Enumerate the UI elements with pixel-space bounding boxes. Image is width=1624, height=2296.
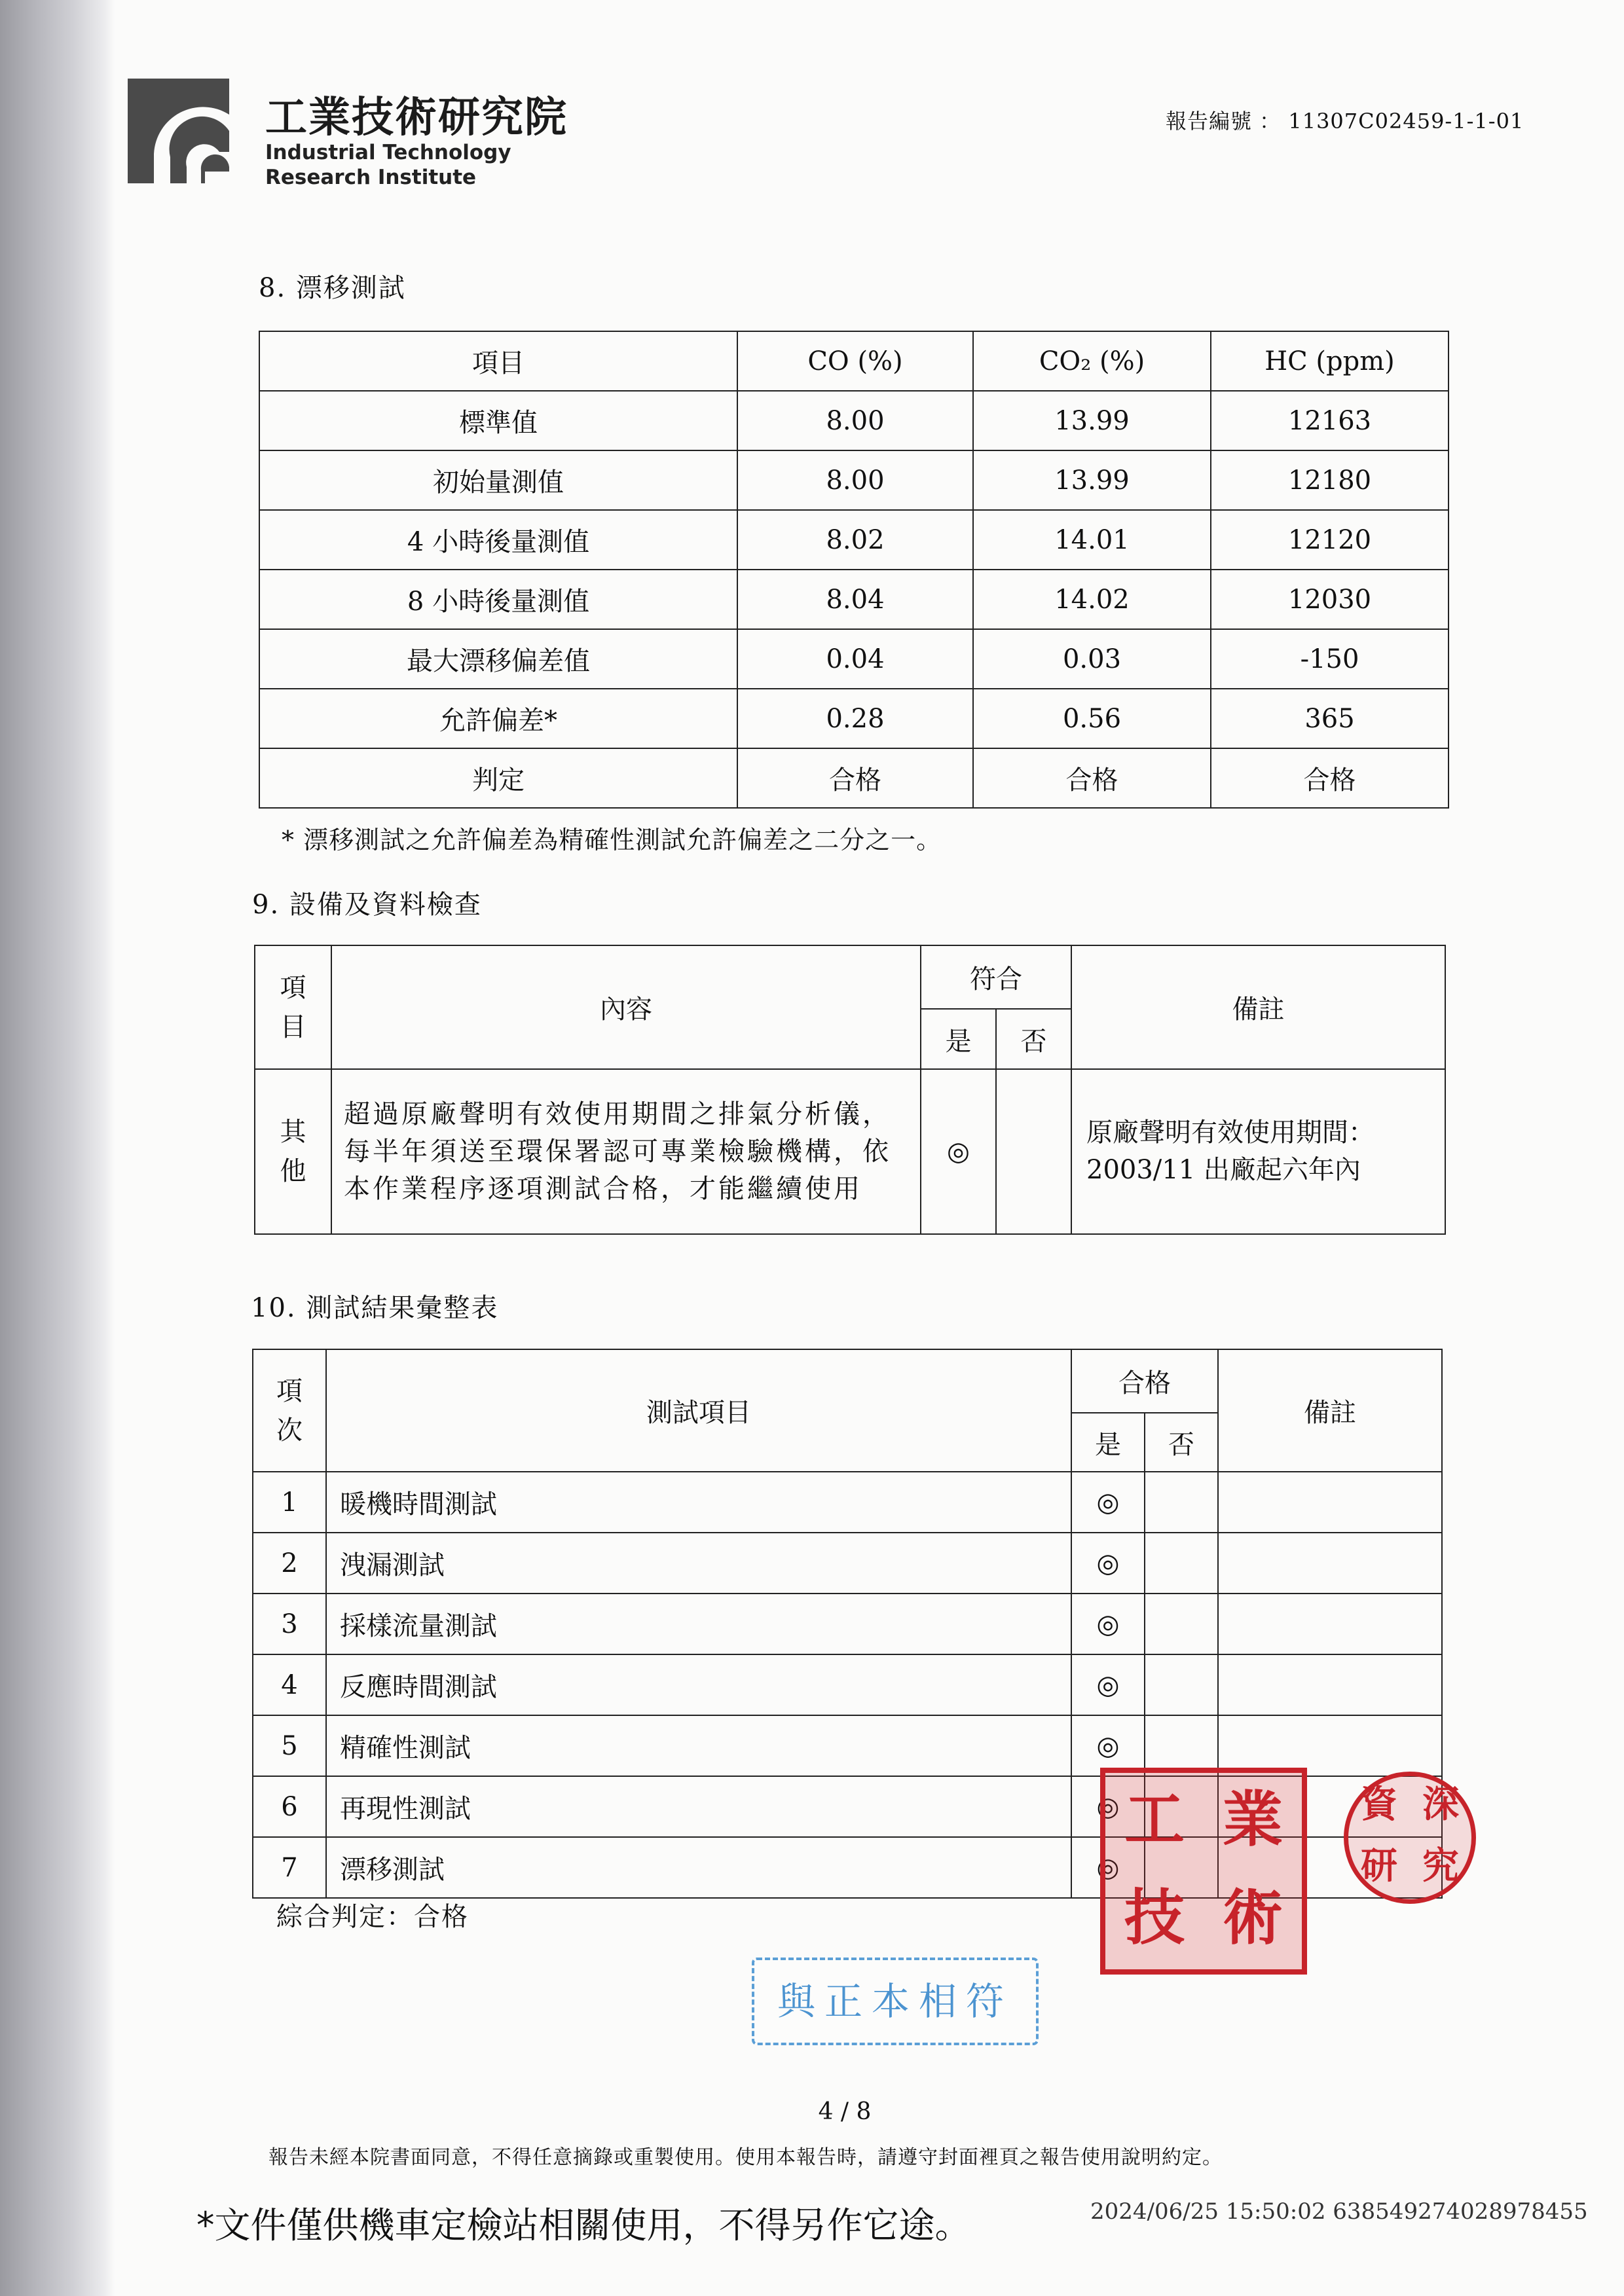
table-cell: 12120 <box>1211 510 1449 570</box>
table-cell: 4 小時後量測值 <box>259 510 737 570</box>
row-yes-mark: ◎ <box>1071 1776 1145 1837</box>
row-remark: 原廠聲明有效使用期間：2003/11 出廠起六年內 <box>1071 1069 1445 1234</box>
certified-copy-stamp: 與正本相符 <box>752 1958 1039 2045</box>
row-remark <box>1218 1472 1442 1533</box>
section-8-title: 8. 漂移測試 <box>259 273 406 303</box>
col-header-content: 內容 <box>331 945 921 1069</box>
org-name-en <box>265 140 511 190</box>
col-header-item: 測試項目 <box>326 1349 1071 1472</box>
row-item: 暖機時間測試 <box>326 1472 1071 1533</box>
row-index: 2 <box>253 1533 326 1594</box>
row-index: 7 <box>253 1837 326 1898</box>
table-cell: 0.28 <box>737 689 973 748</box>
table-row <box>253 1654 1442 1715</box>
row-remark <box>1218 1594 1442 1654</box>
table-row <box>255 1069 1445 1234</box>
seal-char: 技 <box>1124 1882 1185 1953</box>
table-header-row <box>259 331 1449 391</box>
row-item: 採樣流量測試 <box>326 1594 1071 1654</box>
col-header-yes: 是 <box>1071 1413 1145 1472</box>
table-cell: 13.99 <box>973 450 1211 510</box>
table-cell: 8 小時後量測值 <box>259 570 737 629</box>
table-cell: 初始量測值 <box>259 450 737 510</box>
print-timestamp: 2024/06/25 15:50:02 638549274028978455 <box>1090 2198 1588 2225</box>
org-name-zh: 工業技術研究院 <box>265 94 568 142</box>
org-name-en-line1: Industrial Technology <box>265 141 511 164</box>
footer-disclaimer: 報告未經本院書面同意，不得任意摘錄或重製使用。使用本報告時，請遵守封面裡頁之報告使用說明約定。 <box>268 2146 1223 2169</box>
row-remark <box>1218 1654 1442 1715</box>
row-content: 超過原廠聲明有效使用期間之排氣分析儀，每半年須送至環保署認可專業檢驗機構，依本作業程序逐項測試合格，才能繼續使用 <box>331 1069 921 1234</box>
col-header: CO (%) <box>737 331 973 391</box>
table-cell: -150 <box>1211 629 1449 689</box>
row-yes-mark: ◎ <box>1071 1715 1145 1776</box>
table-row <box>253 1472 1442 1533</box>
row-no-mark <box>1145 1654 1218 1715</box>
drift-footnote: * 漂移測試之允許偏差為精確性測試允許偏差之二分之一。 <box>282 826 942 854</box>
seal-char: 工 <box>1124 1784 1185 1855</box>
table-cell: 8.00 <box>737 450 973 510</box>
col-header-conform: 符合 <box>921 945 1071 1009</box>
itri-logo-icon <box>128 79 229 183</box>
table-cell: 8.02 <box>737 510 973 570</box>
row-index: 1 <box>253 1472 326 1533</box>
row-index: 6 <box>253 1776 326 1837</box>
table-cell: 標準值 <box>259 391 737 450</box>
overall-judgement: 綜合判定：合格 <box>276 1902 469 1932</box>
table-row <box>259 450 1449 510</box>
col-header-no: 否 <box>996 1009 1071 1069</box>
col-header-index <box>253 1349 326 1472</box>
table-cell: 0.04 <box>737 629 973 689</box>
table-cell: 365 <box>1211 689 1449 748</box>
col-header: 項目 <box>259 331 737 391</box>
seal-char: 究 <box>1422 1844 1459 1887</box>
seal-char: 術 <box>1222 1882 1283 1953</box>
equipment-check-table <box>254 945 1446 1235</box>
col-header-remark: 備註 <box>1071 945 1445 1069</box>
row-no-mark <box>1145 1594 1218 1654</box>
seal-char: 資 <box>1361 1783 1397 1826</box>
row-item: 洩漏測試 <box>326 1533 1071 1594</box>
col-header: HC (ppm) <box>1211 331 1449 391</box>
col-header-pass: 合格 <box>1071 1349 1218 1413</box>
table-cell: 14.01 <box>973 510 1211 570</box>
table-header-row <box>253 1349 1442 1413</box>
table-row <box>259 629 1449 689</box>
row-item: 精確性測試 <box>326 1715 1071 1776</box>
official-seal-round <box>1344 1772 1476 1904</box>
page-number: 4 / 8 <box>818 2098 872 2125</box>
table-cell: 13.99 <box>973 391 1211 450</box>
table-row <box>259 748 1449 808</box>
col-header-yes: 是 <box>921 1009 996 1069</box>
row-yes-mark: ◎ <box>1071 1837 1145 1898</box>
col-header-index-text: 項次 <box>276 1376 303 1446</box>
org-name-en-line2: Research Institute <box>265 166 477 189</box>
table-cell: 8.04 <box>737 570 973 629</box>
table-row <box>253 1594 1442 1654</box>
col-header: CO₂ (%) <box>973 331 1211 391</box>
scan-spine-shadow <box>0 0 115 2296</box>
row-yes-mark: ◎ <box>1071 1594 1145 1654</box>
table-cell: 0.03 <box>973 629 1211 689</box>
row-no-mark <box>1145 1472 1218 1533</box>
row-yes-mark: ◎ <box>1071 1533 1145 1594</box>
row-item: 漂移測試 <box>326 1837 1071 1898</box>
row-item: 再現性測試 <box>326 1776 1071 1837</box>
row-no-mark <box>1145 1533 1218 1594</box>
table-cell: 8.00 <box>737 391 973 450</box>
table-cell: 允許偏差* <box>259 689 737 748</box>
table-cell: 合格 <box>737 748 973 808</box>
table-row <box>259 570 1449 629</box>
row-yes-mark: ◎ <box>1071 1654 1145 1715</box>
table-row <box>259 391 1449 450</box>
row-yes-mark: ◎ <box>1071 1472 1145 1533</box>
seal-char: 業 <box>1222 1784 1283 1855</box>
table-cell: 0.56 <box>973 689 1211 748</box>
row-index: 3 <box>253 1594 326 1654</box>
table-row <box>253 1533 1442 1594</box>
col-header-no: 否 <box>1145 1413 1218 1472</box>
drift-test-table <box>259 331 1449 809</box>
table-cell: 合格 <box>1211 748 1449 808</box>
section-9-title: 9. 設備及資料檢查 <box>252 890 482 920</box>
row-item-text: 其他 <box>280 1117 306 1186</box>
section-10-title: 10. 測試結果彙整表 <box>251 1293 499 1323</box>
table-cell: 14.02 <box>973 570 1211 629</box>
row-index: 4 <box>253 1654 326 1715</box>
row-no-mark <box>996 1069 1071 1234</box>
col-header-remark: 備註 <box>1218 1349 1442 1472</box>
official-seal-square <box>1100 1768 1307 1975</box>
row-item <box>255 1069 331 1234</box>
report-number: 報告編號 ： 11307C02459-1-1-01 <box>1166 109 1524 134</box>
seal-char: 深 <box>1422 1783 1459 1826</box>
row-item: 反應時間測試 <box>326 1654 1071 1715</box>
table-cell: 最大漂移偏差值 <box>259 629 737 689</box>
row-yes-mark: ◎ <box>921 1069 996 1234</box>
seal-char: 研 <box>1361 1844 1397 1887</box>
table-cell: 12030 <box>1211 570 1449 629</box>
table-cell: 12163 <box>1211 391 1449 450</box>
table-cell: 合格 <box>973 748 1211 808</box>
table-cell: 12180 <box>1211 450 1449 510</box>
col-header-item-text: 項目 <box>280 972 306 1042</box>
col-header-item <box>255 945 331 1069</box>
table-cell: 判定 <box>259 748 737 808</box>
table-header-row <box>255 945 1445 1009</box>
table-row <box>259 510 1449 570</box>
usage-note: *文件僅供機車定檢站相關使用，不得另作它途。 <box>196 2204 971 2246</box>
table-row <box>259 689 1449 748</box>
row-index: 5 <box>253 1715 326 1776</box>
row-remark <box>1218 1533 1442 1594</box>
